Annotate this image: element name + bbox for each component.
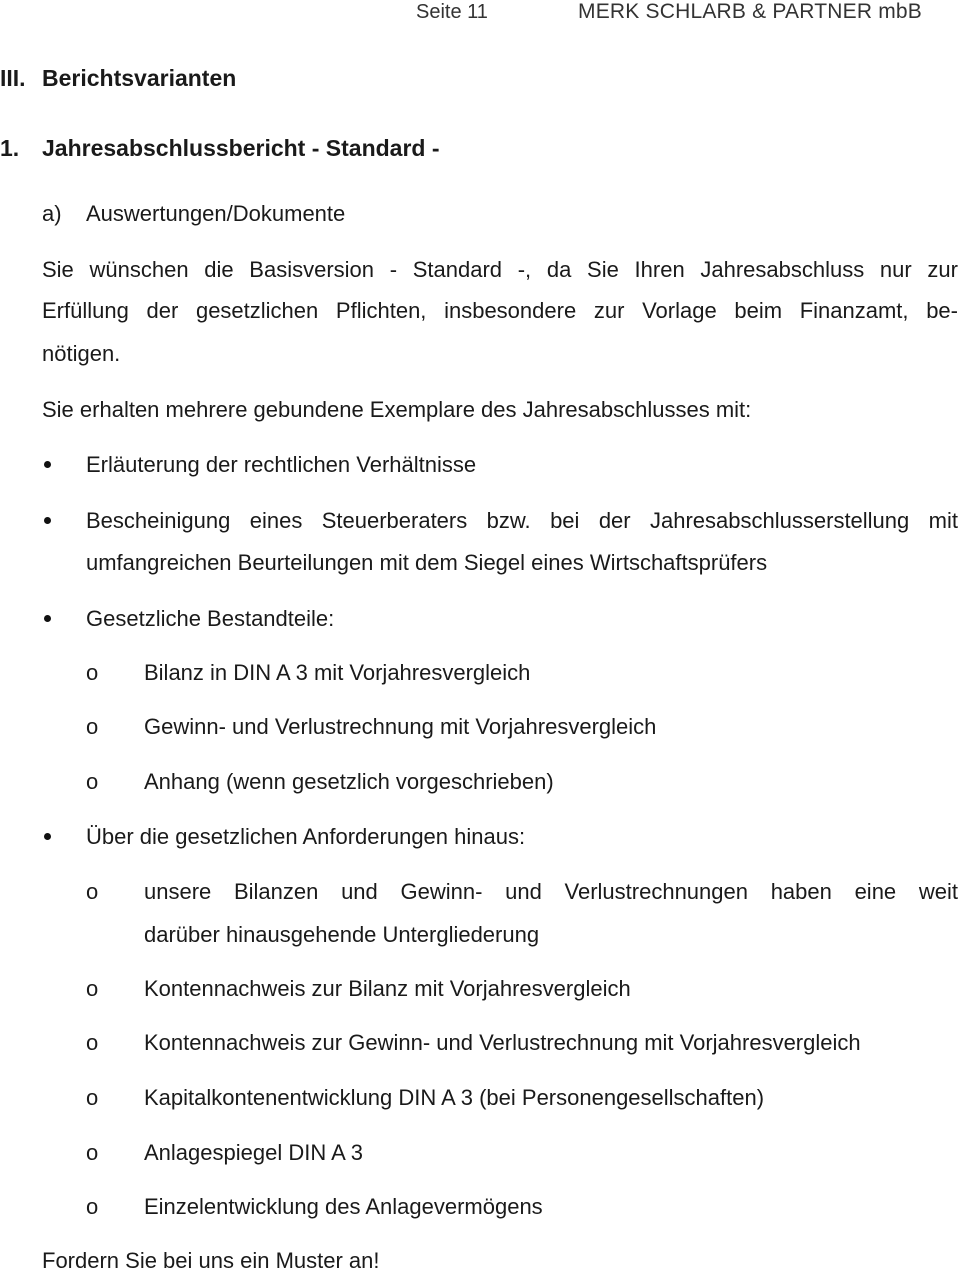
bullet-4-text: Über die gesetzlichen Anforderungen hinaus:: [86, 824, 526, 849]
intro-line-3: nötigen.: [42, 341, 121, 366]
sub-bullet-marker: o: [86, 879, 99, 904]
bullet-dot: [44, 517, 51, 524]
bullet-dot: [44, 461, 51, 468]
page-number: Seite 11: [416, 1, 488, 23]
sub-bullet-marker: o: [86, 976, 99, 1001]
sub-bullet-marker: o: [86, 1140, 99, 1165]
sub-item-line-1: unsere Bilanzen und Gewinn- und Verlustrechnungen haben eine weit: [144, 879, 958, 904]
receive-text: Sie erhalten mehrere gebundene Exemplare des Jahresabschlusses mit:: [42, 397, 752, 422]
sub-bullet-marker: o: [86, 714, 99, 739]
sub-item: Kapitalkontenentwicklung DIN A 3 (bei Personengesellschaften): [144, 1085, 765, 1110]
sub-bullet-marker: o: [86, 769, 99, 794]
intro-line-1: Sie wünschen die Basisversion - Standard -, da Sie Ihren Jahresabschluss nur zur: [42, 257, 958, 282]
bullet-3-text: Gesetzliche Bestandteile:: [86, 606, 335, 631]
sub-item: Kontennachweis zur Gewinn- und Verlustrechnung mit Vorjahresvergleich: [144, 1030, 861, 1055]
intro-line-2: Erfüllung der gesetzlichen Pflichten, insbesondere zur Vorlage beim Finanzamt, be-: [42, 298, 958, 323]
section-number: III.: [0, 65, 26, 91]
sub-bullet-marker: o: [86, 1194, 99, 1219]
subsubsection-number: a): [42, 201, 62, 226]
sub-item: Gewinn- und Verlustrechnung mit Vorjahresvergleich: [144, 714, 657, 739]
firm-name: MERK SCHLARB & PARTNER mbB: [578, 0, 922, 23]
subsubsection-title: Auswertungen/Dokumente: [86, 201, 346, 226]
bullet-2-line-1: Bescheinigung eines Steuerberaters bzw. bei der Jahresabschlusserstellung mit: [86, 508, 958, 533]
bullet-2-line-2: umfangreichen Beurteilungen mit dem Siegel eines Wirtschaftsprüfers: [86, 550, 768, 575]
bullet-1-text: Erläuterung der rechtlichen Verhältnisse: [86, 452, 477, 477]
bullet-dot: [44, 833, 51, 840]
sub-item: Anlagespiegel DIN A 3: [144, 1140, 363, 1165]
bullet-dot: [44, 615, 51, 622]
sub-item: Einzelentwicklung des Anlagevermögens: [144, 1194, 543, 1219]
subsection-title: Jahresabschlussbericht - Standard -: [42, 135, 440, 161]
sub-bullet-marker: o: [86, 660, 99, 685]
subsection-number: 1.: [0, 135, 20, 161]
sub-bullet-marker: o: [86, 1085, 99, 1110]
sub-item: Kontennachweis zur Bilanz mit Vorjahresvergleich: [144, 976, 631, 1001]
sub-item: Bilanz in DIN A 3 mit Vorjahresvergleich: [144, 660, 531, 685]
sub-bullet-marker: o: [86, 1030, 99, 1055]
sub-item-line-2: darüber hinausgehende Untergliederung: [144, 922, 540, 947]
closing-text: Fordern Sie bei uns ein Muster an!: [42, 1248, 380, 1273]
section-title: Berichtsvarianten: [42, 65, 237, 91]
sub-item: Anhang (wenn gesetzlich vorgeschrieben): [144, 769, 554, 794]
